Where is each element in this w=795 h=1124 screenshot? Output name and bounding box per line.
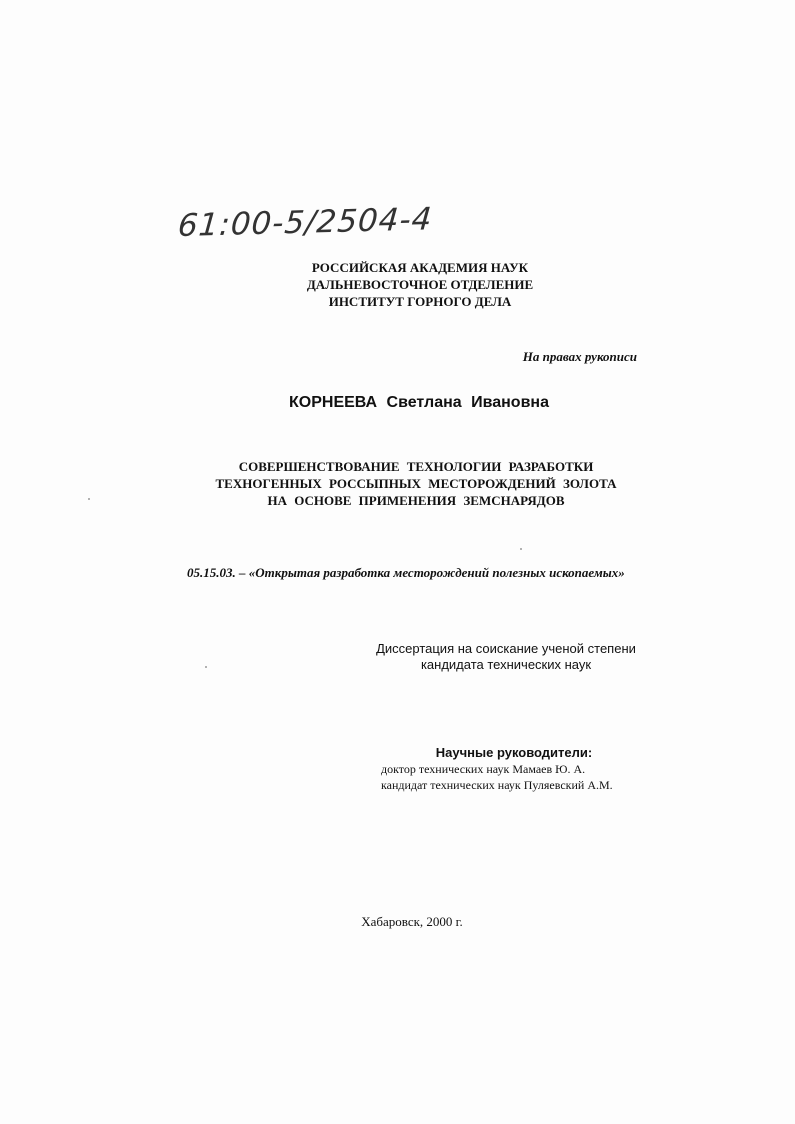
title-line-2: ТЕХНОГЕННЫХ РОССЫПНЫХ МЕСТОРОЖДЕНИЙ ЗОЛОТА (215, 476, 617, 491)
degree-line-1: Диссертация на соискание ученой степени (376, 641, 636, 656)
organization-line-branch: ДАЛЬНЕВОСТОЧНОЕ ОТДЕЛЕНИЕ (306, 277, 534, 292)
title-line-1: СОВЕРШЕНСТВОВАНИЕ ТЕХНОЛОГИИ РАЗРАБОТКИ (238, 459, 594, 474)
supervisor-1: доктор технических наук Мамаев Ю. А. (381, 762, 586, 776)
author-name: КОРНЕЕВА Светлана Ивановна (289, 394, 549, 411)
organization-line-academy: РОССИЙСКАЯ АКАДЕМИЯ НАУК (311, 260, 529, 275)
dissertation-title (0, 458, 795, 509)
scan-speck (520, 548, 522, 550)
scan-speck (205, 666, 207, 668)
organization-block (0, 259, 795, 310)
specialty-code: 05.15.03. – «Открытая разработка месторождений полезных ископаемых» (187, 565, 625, 580)
supervisors-block (381, 745, 639, 793)
organization-line-institute: ИНСТИТУТ ГОРНОГО ДЕЛА (328, 294, 512, 309)
title-line-3: НА ОСНОВЕ ПРИМЕНЕНИЯ ЗЕМСНАРЯДОВ (267, 493, 565, 508)
manuscript-rights-note: На правах рукописи (522, 349, 637, 364)
degree-line-2: кандидата технических наук (420, 657, 592, 672)
handwritten-registry-number: 61:00-5/2504-4 (176, 201, 434, 245)
degree-statement (374, 641, 638, 673)
supervisor-2: кандидат технических наук Пуляевский А.М. (381, 778, 613, 792)
supervisors-heading: Научные руководители: (435, 745, 593, 760)
scan-speck (88, 498, 90, 500)
city-year: Хабаровск, 2000 г. (361, 914, 463, 929)
